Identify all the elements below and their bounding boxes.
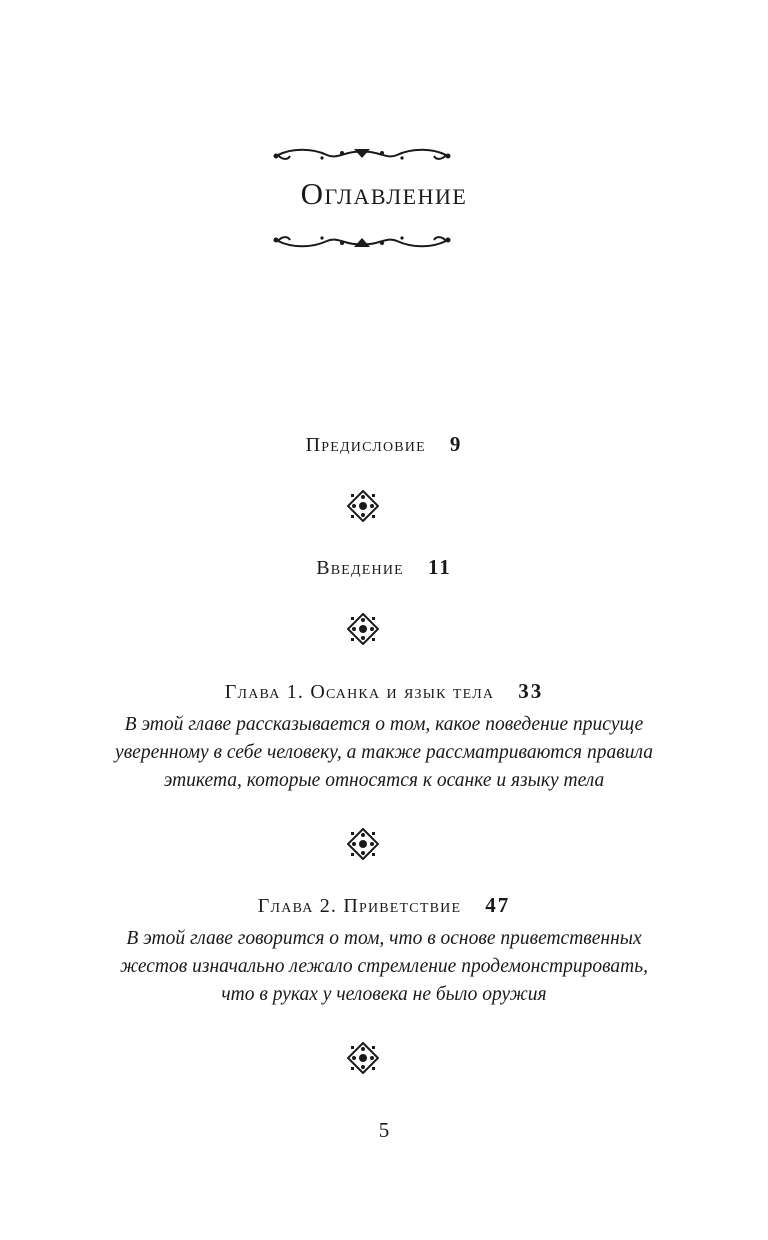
toc-entry-page: 11 — [427, 555, 452, 579]
description-line: что в руках у человека не было оружия — [221, 984, 547, 1005]
page-number: 5 — [378, 1118, 390, 1142]
damask-diamond-ornament-icon — [347, 490, 379, 522]
page-title: Оглавление — [300, 176, 468, 211]
description-line: этикета, которые относятся к осанке и языку тела — [163, 770, 605, 791]
toc-entry-chapter-2[interactable] — [0, 893, 768, 918]
toc-entry-label: Введение — [316, 557, 404, 579]
description-line: В этой главе говорится о том, что в основе приветственных — [126, 928, 642, 949]
description-line: В этой главе рассказывается о том, какое поведение присуще — [124, 714, 644, 735]
toc-entry-label: Глава 1. Осанка и язык тела — [224, 681, 495, 703]
toc-entry-description — [0, 711, 768, 795]
scroll-flourish-ornament-top — [272, 146, 452, 164]
toc-entry-description — [0, 925, 768, 1009]
damask-diamond-ornament-icon — [347, 613, 379, 645]
description-line: жестов изначально лежало стремление продемонстрировать, — [120, 956, 648, 977]
damask-diamond-ornament-icon — [347, 828, 379, 860]
toc-entry-preface[interactable] — [0, 432, 768, 457]
toc-entry-page: 33 — [518, 679, 544, 703]
toc-entry-label: Предисловие — [305, 434, 426, 456]
toc-entry-label: Глава 2. Приветствие — [257, 895, 462, 917]
damask-diamond-ornament-icon — [347, 1042, 379, 1074]
toc-entry-page: 9 — [449, 432, 463, 456]
description-line: уверенному в себе человеку, а также рассматриваются правила — [115, 742, 653, 763]
toc-entry-chapter-1[interactable] — [0, 679, 768, 704]
toc-entry-introduction[interactable] — [0, 555, 768, 580]
toc-entry-page: 47 — [485, 893, 511, 917]
scroll-flourish-ornament-bottom — [272, 232, 452, 250]
